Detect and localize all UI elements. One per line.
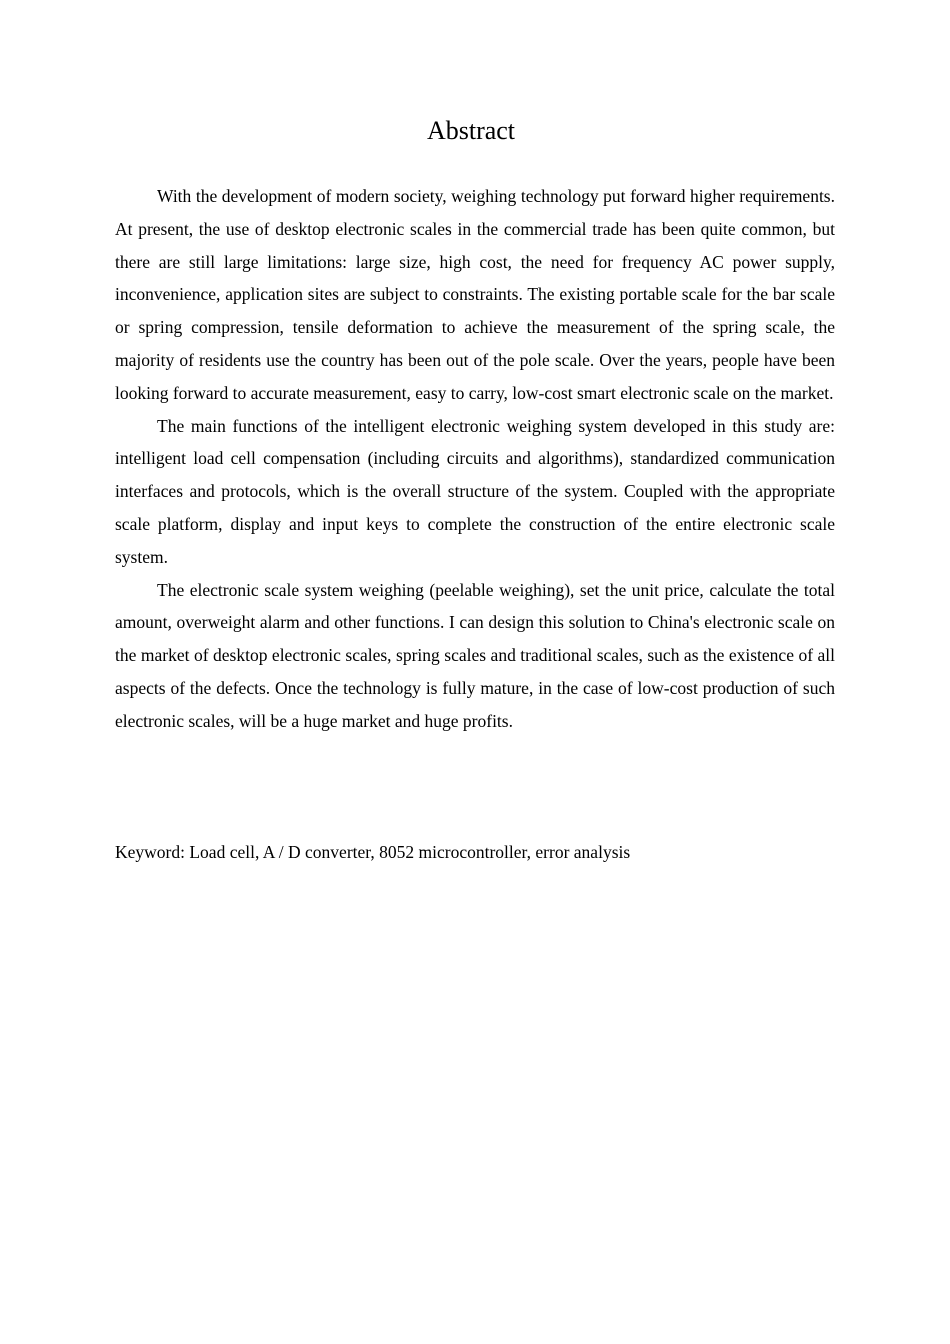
page-title: Abstract [426, 116, 516, 145]
abstract-paragraph-1: With the development of modern society, weighing technology put forward higher requirements. At present, the use of desktop electronic scales in the commercial trade has been quite common, but there are still large limitations: large size, high cost, the need for frequency AC power supply, inconvenience, application sites are subject to constraints. The existing portable scale for the bar scale or spring compression, tensile deformation to achieve the measurement of the spring scale, the majority of residents use the country has been out of the pole scale. Over the years, people have been looking forward to accurate measurement, easy to carry, low-cost smart electronic scale on the market. [115, 186, 835, 403]
abstract-body [115, 180, 835, 738]
abstract-paragraph-3: The electronic scale system weighing (peelable weighing), set the unit price, calculate the total amount, overweight alarm and other functions. I can design this solution to China's electronic scale on the market of desktop electronic scales, spring scales and traditional scales, such as the existence of all aspects of the defects. Once the technology is fully mature, in the case of low-cost production of such electronic scales, will be a huge market and huge profits. [115, 579, 835, 731]
keywords-line: Keyword: Load cell, A / D converter, 8052 microcontroller, error analysis [115, 842, 631, 862]
abstract-paragraph-2: The main functions of the intelligent electronic weighing system developed in this study are: intelligent load cell compensation (including circuits and algorithms), standardized communication interfaces and protocols, which is the overall structure of the system. Coupled with the appropriate scale platform, display and input keys to complete the construction of the entire electronic scale system. [115, 415, 835, 567]
